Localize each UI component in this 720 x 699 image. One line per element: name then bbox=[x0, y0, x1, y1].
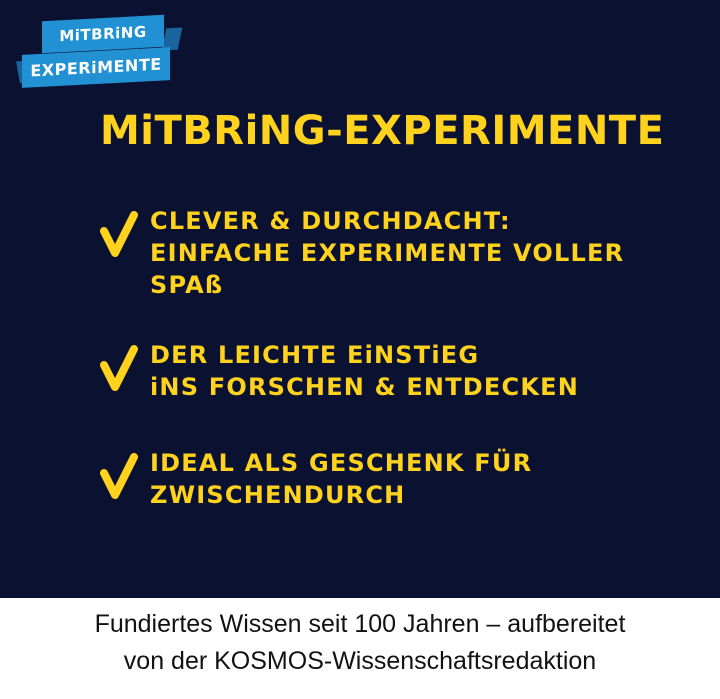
feature-list bbox=[100, 205, 690, 555]
check-icon bbox=[100, 211, 140, 263]
ribbon-badge bbox=[14, 18, 182, 90]
list-item-text bbox=[150, 205, 690, 301]
list-item bbox=[100, 447, 690, 517]
list-item bbox=[100, 339, 690, 409]
list-item-line2: iNS FORSCHEN & ENTDECKEN bbox=[150, 373, 579, 401]
check-icon bbox=[100, 345, 140, 397]
ribbon-band-bottom bbox=[22, 47, 170, 88]
check-icon bbox=[100, 453, 140, 505]
footer-caption-line2: von der KOSMOS-Wissenschaftsredaktion bbox=[123, 647, 597, 675]
list-item-line2: ZWISCHENDURCH bbox=[150, 481, 406, 509]
ribbon-label-bottom: EXPERiMENTE bbox=[30, 54, 162, 81]
ribbon-label-top: MiTBRiNG bbox=[59, 22, 147, 46]
list-item-text bbox=[150, 339, 579, 403]
footer-caption bbox=[0, 606, 720, 680]
page-title: MiTBRiNG-EXPERIMENTE bbox=[100, 108, 665, 154]
footer-caption-line1: Fundiertes Wissen seit 100 Jahren – aufbereitet bbox=[94, 610, 626, 638]
list-item bbox=[100, 205, 690, 301]
list-item-line1: IDEAL ALS GESCHENK FÜR bbox=[150, 449, 533, 477]
list-item-line2: EINFACHE EXPERIMENTE VOLLER SPAß bbox=[150, 239, 625, 299]
list-item-line1: DER LEICHTE EiNSTiEG bbox=[150, 341, 480, 369]
list-item-line1: CLEVER & DURCHDACHT: bbox=[150, 207, 511, 235]
list-item-text bbox=[150, 447, 532, 511]
